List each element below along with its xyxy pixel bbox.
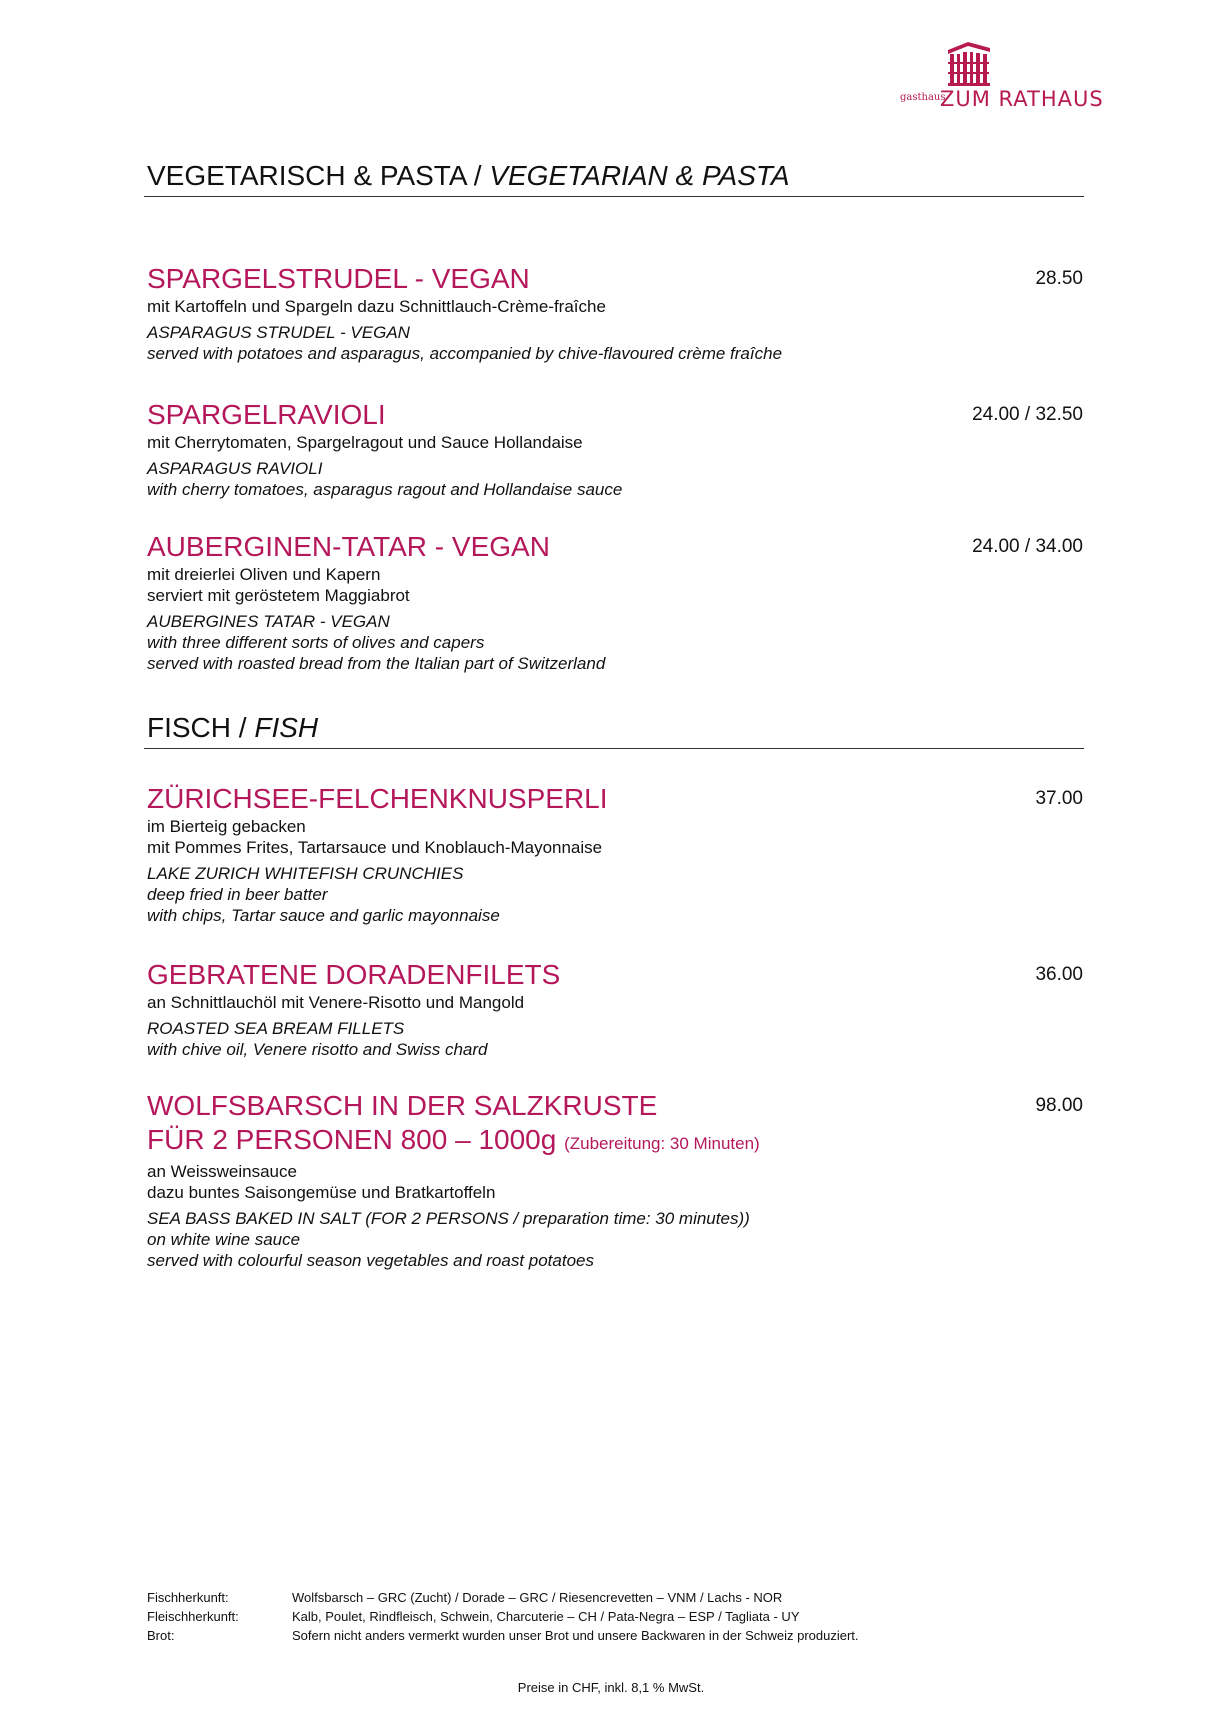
footer-text: Wolfsbarsch – GRC (Zucht) / Dorade – GRC / Riesencrevetten – VNM / Lachs - NOR — [292, 1590, 783, 1605]
footer-label: Fischherkunft: — [147, 1590, 229, 1605]
description-line: mit Pommes Frites, Tartarsauce und Knoblauch-Mayonnaise — [147, 838, 603, 857]
description-line: served with colourful season vegetables and roast potatoes — [147, 1251, 594, 1270]
menu-item — [147, 782, 1087, 926]
menu-item — [147, 262, 1087, 364]
description-line: an Schnittlauchöl mit Venere-Risotto und Mangold — [147, 993, 525, 1012]
description-line: LAKE ZURICH WHITEFISH CRUNCHIES — [147, 864, 464, 883]
dish-price: 24.00 / 34.00 — [972, 536, 1083, 557]
dish-preparation-note: (Zubereitung: 30 Minuten) — [564, 1134, 760, 1153]
dish-name: AUBERGINEN-TATAR - VEGAN — [147, 531, 550, 562]
description-line: on white wine sauce — [147, 1230, 301, 1249]
dish-description-en — [147, 322, 1087, 364]
description-line: mit Kartoffeln und Spargeln dazu Schnittlauch-Crème-fraîche — [147, 297, 606, 316]
description-line: with chips, Tartar sauce and garlic mayonnaise — [147, 906, 500, 925]
section-title-en: VEGETARIAN & PASTA — [489, 160, 790, 191]
dish-price: 37.00 — [1035, 788, 1083, 809]
section-divider — [144, 748, 1084, 749]
dish-name: SPARGELRAVIOLI — [147, 399, 386, 430]
description-line: with chive oil, Venere risotto and Swiss chard — [147, 1040, 488, 1059]
dish-description-en — [147, 1018, 1087, 1060]
description-line: SEA BASS BAKED IN SALT (FOR 2 PERSONS / preparation time: 30 minutes)) — [147, 1209, 750, 1228]
dish-name: WOLFSBARSCH IN DER SALZKRUSTE — [147, 1090, 658, 1121]
description-line: with cherry tomatoes, asparagus ragout and Hollandaise sauce — [147, 480, 623, 499]
dish-name: ZÜRICHSEE-FELCHENKNUSPERLI — [147, 783, 608, 814]
footer-row — [147, 1607, 859, 1626]
dish-name-line2 — [147, 1123, 1087, 1161]
dish-description-en — [147, 611, 1087, 674]
description-line: served with roasted bread from the Italian part of Switzerland — [147, 654, 606, 673]
dish-description-de — [147, 296, 1087, 317]
footer-label: Brot: — [147, 1628, 175, 1643]
description-line: ROASTED SEA BREAM FILLETS — [147, 1019, 405, 1038]
menu-item — [147, 530, 1087, 674]
dish-portion: FÜR 2 PERSONEN 800 – 1000g — [147, 1124, 557, 1155]
dish-description-de — [147, 564, 1087, 606]
logo-small-text: gasthaus — [900, 92, 946, 103]
description-line: AUBERGINES TATAR - VEGAN — [147, 612, 390, 631]
menu-item — [147, 398, 1087, 500]
section-title-en: FISH — [254, 712, 319, 743]
dish-description-de — [147, 992, 1087, 1013]
section-divider — [144, 196, 1084, 197]
origin-footer — [147, 1588, 859, 1645]
footer-row — [147, 1626, 859, 1645]
description-line: mit dreierlei Oliven und Kapern — [147, 565, 381, 584]
description-line: ASPARAGUS RAVIOLI — [147, 459, 323, 478]
menu-item — [147, 1089, 1087, 1271]
dish-description-en — [147, 458, 1087, 500]
dish-description-de — [147, 432, 1087, 453]
footer-text: Kalb, Poulet, Rindfleisch, Schwein, Charcuterie – CH / Pata-Negra – ESP / Tagliata - UY — [292, 1609, 800, 1624]
building-logo-icon — [944, 40, 994, 88]
dish-name: GEBRATENE DORADENFILETS — [147, 959, 561, 990]
price-note: Preise in CHF, inkl. 8,1 % MwSt. — [517, 1680, 705, 1695]
description-line: an Weissweinsauce — [147, 1162, 297, 1181]
description-line: dazu buntes Saisongemüse und Bratkartoffeln — [147, 1183, 496, 1202]
description-line: im Bierteig gebacken — [147, 817, 306, 836]
dish-description-en — [147, 1208, 1087, 1271]
description-line: with three different sorts of olives and capers — [147, 633, 485, 652]
dish-name: SPARGELSTRUDEL - VEGAN — [147, 263, 530, 294]
restaurant-logo — [900, 40, 1104, 120]
dish-description-de — [147, 1161, 1087, 1203]
description-line: deep fried in beer batter — [147, 885, 328, 904]
description-line: served with potatoes and asparagus, accompanied by chive-flavoured crème fraîche — [147, 344, 783, 363]
description-line: mit Cherrytomaten, Spargelragout und Sauce Hollandaise — [147, 433, 583, 452]
dish-price: 98.00 — [1035, 1095, 1083, 1116]
dish-price: 24.00 / 32.50 — [972, 404, 1083, 425]
section-title-vegetarian — [147, 160, 790, 192]
dish-description-de — [147, 816, 1087, 858]
section-title-fish — [147, 712, 318, 744]
footer-row — [147, 1588, 859, 1607]
footer-text: Sofern nicht anders vermerkt wurden unser Brot und unsere Backwaren in der Schweiz produziert. — [292, 1628, 859, 1643]
description-line: ASPARAGUS STRUDEL - VEGAN — [147, 323, 410, 342]
logo-name: ZUM RATHAUS — [940, 87, 1104, 111]
dish-price: 28.50 — [1035, 268, 1083, 289]
section-title-de: FISCH / — [147, 712, 255, 743]
menu-item — [147, 958, 1087, 1060]
dish-description-en — [147, 863, 1087, 926]
dish-price: 36.00 — [1035, 964, 1083, 985]
description-line: serviert mit geröstetem Maggiabrot — [147, 586, 410, 605]
section-title-de: VEGETARISCH & PASTA / — [147, 160, 490, 191]
footer-label: Fleischherkunft: — [147, 1609, 239, 1624]
